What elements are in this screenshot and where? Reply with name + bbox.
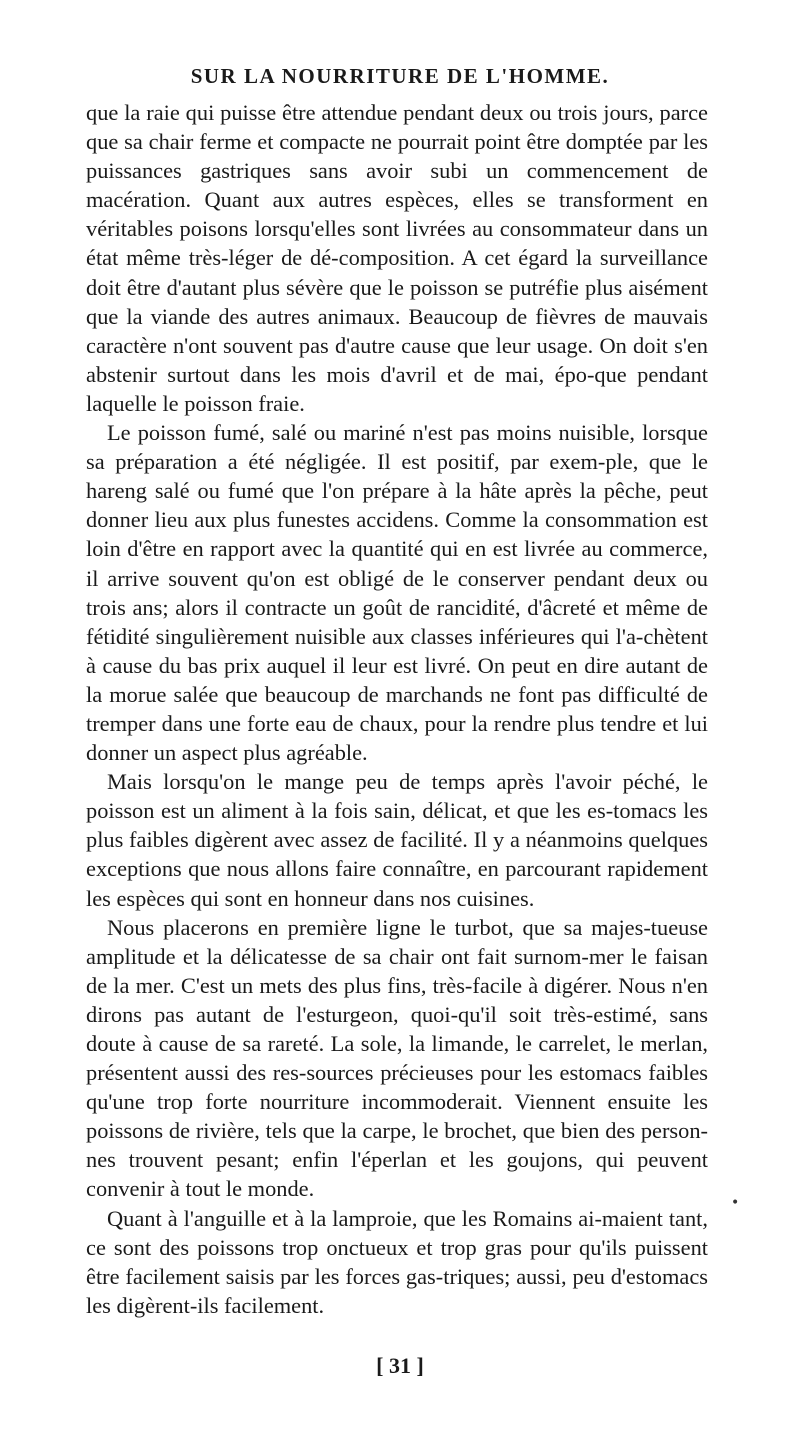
page-number: [ 31 ]: [376, 1353, 424, 1378]
paragraph-3: Mais lorsqu'on le mange peu de temps après l'avoir péché, le poisson est un aliment à la fois sain, délicat, et que les es-tomacs les plus faibles digèrent avec assez de facilité. Il y a néanmoins quelques exceptions que nous allons faire connaître, en parcourant rapidement les espèces qui sont en honneur dans nos cuisines.: [86, 769, 708, 911]
paragraph-1: que la raie qui puisse être attendue pendant deux ou trois jours, parce que sa chair ferme et compacte ne pourrait point être domptée par les puissances gastriques sans avoir subi un commencement de macération. Quant aux autres espèces, elles se transforment en véritables poisons lorsqu'elles sont livrées au consommateur dans un état même très-léger de dé-composition. A cet égard la surveillance doit être d'autant plus sévère que le poisson se putréfie plus aisément que la viande des autres animaux. Beaucoup de fièvres de mauvais caractère n'ont souvent pas d'autre cause que leur usage. On doit s'en abstenir surtout dans les mois d'avril et de mai, épo-que pendant laquelle le poisson fraie.: [86, 100, 708, 416]
paragraph-2: Le poisson fumé, salé ou mariné n'est pas moins nuisible, lorsque sa préparation a été négligée. Il est positif, par exem-ple, que le hareng salé ou fumé que l'on prépare à la hâte après la pêche, peut donner lieu aux plus funestes accidens. Comme la consommation est loin d'être en rapport avec la quantité qui en est livrée au commerce, il arrive souvent qu'on est obligé de le conserver pendant deux ou trois ans; alors il contracte un goût de rancidité, d'âcreté et même de fétidité singulièrement nuisible aux classes inférieures qui l'a-chètent à cause du bas prix auquel il leur est livré. On peut en dire autant de la morue salée que beaucoup de marchands ne font pas difficulté de tremper dans une forte eau de chaux, pour la rendre plus tendre et lui donner un aspect plus agréable.: [86, 420, 708, 766]
body-text: [86, 98, 708, 1320]
paragraph-5: Quant à l'anguille et à la lamproie, que les Romains ai-maient tant, ce sont des poissons trop onctueux et trop gras pour qu'ils puissent être facilement saisis par les forces gas-triques; aussi, peu d'estomacs les digèrent-ils facilement.: [86, 1205, 708, 1318]
paragraph-4: Nous placerons en première ligne le turbot, que sa majes-tueuse amplitude et la délicatesse de sa chair ont fait surnom-mer le faisan de la mer. C'est un mets des plus fins, très-facile à digérer. Nous n'en dirons pas autant de l'esturgeon, quoi-qu'il soit très-estimé, sans doute à cause de sa rareté. La sole, la limande, le carrelet, le merlan, présentent aussi des res-sources précieuses pour les estomacs faibles qu'une trop forte nourriture incommoderait. Viennent ensuite les poissons de rivière, tels que la carpe, le brochet, que bien des person-nes trouvent pesant; enfin l'éperlan et les goujons, qui peuvent convenir à tout le monde.: [86, 914, 708, 1202]
running-head: SUR LA NOURRITURE DE L'HOMME.: [190, 64, 610, 88]
margin-dot-mark: •: [731, 1195, 740, 1211]
